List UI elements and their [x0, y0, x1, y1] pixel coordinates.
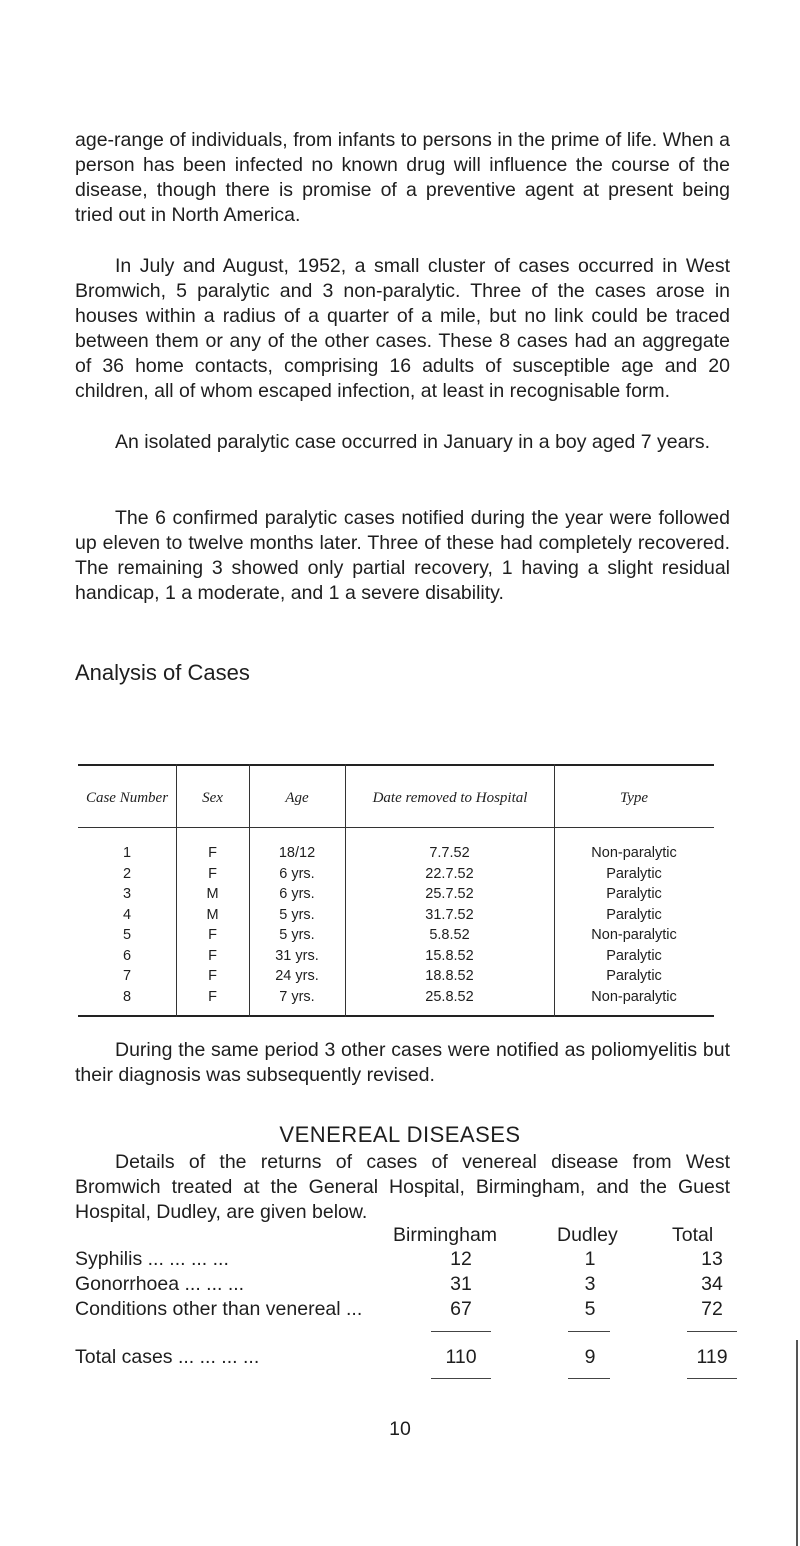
total-rule — [568, 1378, 610, 1379]
subtotal-rule — [687, 1331, 737, 1332]
birmingham-value: 12 — [450, 1248, 472, 1270]
vd-row-other-conditions — [75, 1298, 735, 1324]
grand-total: 119 — [696, 1346, 728, 1368]
case-number-cell: 6 — [122, 947, 132, 964]
type-cell: Paralytic — [606, 947, 662, 964]
type-cell: Non-paralytic — [591, 988, 677, 1005]
vd-row-gonorrhoea — [75, 1273, 735, 1299]
column-case-number — [78, 843, 176, 1007]
column-sex — [176, 843, 249, 1007]
age-cell: 7 yrs. — [279, 988, 315, 1005]
age-cell: 5 yrs. — [279, 906, 315, 923]
birmingham-value: 31 — [450, 1273, 472, 1295]
date-cell: 15.8.52 — [425, 947, 474, 964]
header-dudley: Dudley — [557, 1224, 618, 1246]
venereal-diseases-heading: VENEREAL DISEASES — [279, 1122, 521, 1147]
column-date-removed — [345, 843, 554, 1007]
header-date-removed: Date removed to Hospital — [372, 789, 528, 806]
row-label: Syphilis ... ... ... ... — [75, 1248, 229, 1270]
case-number-cell: 4 — [122, 906, 132, 923]
row-label: Gonorrhoea ... ... ... — [75, 1273, 245, 1295]
case-number-cell: 2 — [122, 865, 132, 882]
case-number-cell: 8 — [122, 988, 132, 1005]
type-cell: Paralytic — [606, 906, 662, 923]
sex-cell: F — [208, 927, 217, 943]
age-cell: 6 yrs. — [279, 865, 315, 882]
type-cell: Non-paralytic — [591, 845, 677, 861]
header-type: Type — [619, 789, 649, 806]
dudley-value: 3 — [584, 1273, 596, 1295]
type-cell: Paralytic — [606, 886, 662, 902]
header-case-number: Case Number — [85, 789, 169, 806]
subtotal-rule — [431, 1331, 491, 1332]
column-age — [249, 843, 345, 1007]
dudley-value: 1 — [584, 1248, 596, 1270]
table-header-rule — [78, 827, 714, 828]
date-cell: 22.7.52 — [425, 865, 474, 882]
type-cell: Paralytic — [606, 865, 662, 882]
sex-cell: F — [208, 988, 217, 1005]
case-number-cell: 7 — [122, 968, 132, 984]
date-cell: 18.8.52 — [425, 968, 474, 984]
birmingham-total: 110 — [445, 1346, 477, 1368]
total-value: 72 — [701, 1298, 723, 1320]
age-cell: 6 yrs. — [279, 886, 315, 902]
date-cell: 31.7.52 — [425, 906, 474, 923]
header-age: Age — [285, 789, 309, 806]
paragraph-isolated-case: An isolated paralytic case occurred in January in a boy aged 7 years. — [115, 431, 711, 453]
sex-cell: M — [206, 886, 219, 902]
total-value: 13 — [701, 1248, 723, 1270]
age-cell: 5 yrs. — [279, 927, 315, 943]
column-type — [554, 843, 714, 1007]
date-cell: 25.7.52 — [425, 886, 474, 902]
totals-label: Total cases ... ... ... ... — [75, 1346, 260, 1368]
sex-cell: F — [208, 947, 217, 964]
sex-cell: F — [208, 845, 217, 861]
cases-table — [78, 764, 714, 1019]
case-number-cell: 1 — [122, 845, 132, 861]
paragraph-follow-up: The 6 confirmed paralytic cases notified during the year were followed up eleven to twelve months later. Three of these had completely recovered. The remaining 3 showed only partial recovery, 1 having a slight residual handicap, 1 a moderate, and 1 a severe disability. — [75, 507, 730, 604]
age-cell: 24 yrs. — [275, 968, 319, 984]
age-cell: 18/12 — [278, 845, 316, 861]
type-cell: Non-paralytic — [591, 927, 677, 943]
total-rule — [431, 1378, 491, 1379]
type-cell: Paralytic — [606, 968, 662, 984]
date-cell: 5.8.52 — [429, 927, 470, 943]
sex-cell: M — [206, 906, 219, 923]
header-sex: Sex — [202, 789, 223, 806]
sex-cell: F — [208, 865, 217, 882]
age-cell: 31 yrs. — [275, 947, 319, 964]
dudley-total: 9 — [584, 1346, 596, 1368]
dudley-value: 5 — [584, 1298, 596, 1320]
date-cell: 7.7.52 — [429, 845, 470, 861]
analysis-heading: Analysis of Cases — [75, 660, 250, 685]
vd-header-row — [75, 1224, 735, 1250]
scan-edge-line — [796, 1340, 798, 1546]
page-number: 10 — [389, 1418, 411, 1440]
table-bottom-rule — [78, 1015, 714, 1017]
total-value: 34 — [701, 1273, 723, 1295]
header-birmingham: Birmingham — [393, 1224, 498, 1246]
case-number-cell: 3 — [122, 886, 132, 902]
paragraph-vd-intro: Details of the returns of cases of venereal disease from West Bromwich treated at the General Hospital, Birmingham, and the Guest Hospital, Dudley, are given below. — [75, 1151, 730, 1223]
table-top-rule — [78, 764, 714, 766]
date-cell: 25.8.52 — [425, 988, 474, 1005]
paragraph-intro: age-range of individuals, from infants to persons in the prime of life. When a person has been infected no known drug will influence the course of the disease, though there is promise of a preventive agent at present being tried out in North America. — [75, 129, 730, 226]
birmingham-value: 67 — [450, 1298, 472, 1320]
subtotal-rule — [568, 1331, 610, 1332]
vd-row-totals — [75, 1346, 735, 1372]
sex-cell: F — [208, 968, 217, 984]
vd-row-syphilis — [75, 1248, 735, 1274]
paragraph-cluster: In July and August, 1952, a small cluster of cases occurred in West Bromwich, 5 paralytic and 3 non-paralytic. Three of the cases arose in houses within a radius of a quarter of a mile, but no link could be traced between them or any of the other cases. These 8 cases had an aggregate of 36 home contacts, comprising 16 adults of susceptible age and 20 children, all of whom escaped infection, at least in recognisable form. — [75, 255, 730, 402]
case-number-cell: 5 — [122, 927, 132, 943]
header-total: Total — [672, 1224, 714, 1246]
row-label: Conditions other than venereal ... — [75, 1298, 363, 1320]
paragraph-revised-diagnosis: During the same period 3 other cases were notified as poliomyelitis but their diagnosis was subsequently revised. — [75, 1039, 730, 1086]
total-rule — [687, 1378, 737, 1379]
